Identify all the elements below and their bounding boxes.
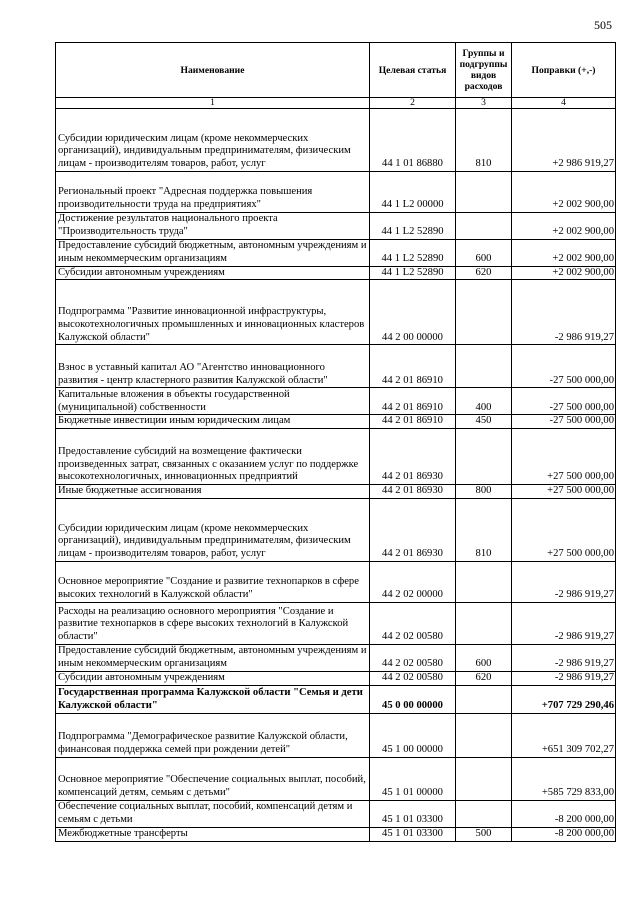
row-amount: +585 729 833,00 [512, 757, 616, 800]
row-code: 44 2 02 00580 [370, 602, 456, 644]
row-code: 44 2 01 86930 [370, 485, 456, 499]
row-name: Иные бюджетные ассигнования [56, 485, 370, 499]
header-name: Наименование [56, 43, 370, 98]
table-row [56, 644, 616, 671]
row-code: 44 2 01 86910 [370, 345, 456, 388]
row-name: Субсидии автономным учреждениям [56, 671, 370, 685]
row-code: 45 1 01 03300 [370, 827, 456, 841]
row-vr: 450 [456, 415, 512, 429]
row-vr [456, 602, 512, 644]
row-vr [456, 713, 512, 757]
row-vr [456, 800, 512, 827]
row-amount: +27 500 000,00 [512, 429, 616, 485]
table-row [56, 266, 616, 280]
row-name: Обеспечение социальных выплат, пособий, компенсаций детям и семьям с детьми [56, 800, 370, 827]
budget-table [55, 42, 616, 842]
row-name: Основное мероприятие "Создание и развитие технопарков в сфере высоких технологий в Калужской области" [56, 561, 370, 602]
row-amount: +651 309 702,27 [512, 713, 616, 757]
row-vr [456, 757, 512, 800]
column-number-row [56, 98, 616, 109]
row-amount: -27 500 000,00 [512, 415, 616, 429]
row-code: 44 1 01 86880 [370, 109, 456, 172]
row-amount: -2 986 919,27 [512, 671, 616, 685]
table-row [56, 685, 616, 713]
row-amount: -27 500 000,00 [512, 388, 616, 415]
table-row [56, 388, 616, 415]
table-row [56, 239, 616, 266]
row-amount: -8 200 000,00 [512, 800, 616, 827]
row-code: 44 2 01 86930 [370, 429, 456, 485]
row-vr [456, 280, 512, 345]
row-name: Подпрограмма "Демографическое развитие Калужской области, финансовая поддержка семей при рождении детей" [56, 713, 370, 757]
row-code: 44 2 00 00000 [370, 280, 456, 345]
row-vr: 620 [456, 266, 512, 280]
row-vr [456, 561, 512, 602]
table-row [56, 415, 616, 429]
row-amount: -2 986 919,27 [512, 602, 616, 644]
row-amount: +2 002 900,00 [512, 266, 616, 280]
table-row [56, 485, 616, 499]
row-amount: -2 986 919,27 [512, 561, 616, 602]
row-vr: 800 [456, 485, 512, 499]
row-name: Бюджетные инвестиции иным юридическим лицам [56, 415, 370, 429]
row-name: Расходы на реализацию основного мероприятия "Создание и развитие технопарков в сфере высоких технологий в Калужской области" [56, 602, 370, 644]
row-name: Предоставление субсидий бюджетным, автономным учреждениям и иным некоммерческим организациям [56, 239, 370, 266]
column-number: 1 [56, 98, 370, 109]
row-amount: +2 002 900,00 [512, 239, 616, 266]
row-vr: 400 [456, 388, 512, 415]
row-code: 44 1 L2 00000 [370, 172, 456, 213]
table-row [56, 800, 616, 827]
table-row [56, 713, 616, 757]
row-vr [456, 345, 512, 388]
row-code: 45 1 01 00000 [370, 757, 456, 800]
row-code: 44 2 02 00000 [370, 561, 456, 602]
table-row [56, 213, 616, 240]
header-row [56, 43, 616, 98]
row-code: 44 2 01 86930 [370, 498, 456, 561]
table-row [56, 172, 616, 213]
row-name: Подпрограмма "Развитие инновационной инфраструктуры, высокотехнологичных промышленных и инновационных кластеров Калужской области" [56, 280, 370, 345]
row-amount: +27 500 000,00 [512, 498, 616, 561]
row-name: Субсидии юридическим лицам (кроме некоммерческих организаций), индивидуальным предпринимателям, физическим лицам - производителям товаров, работ, услуг [56, 109, 370, 172]
column-number: 3 [456, 98, 512, 109]
row-amount: +2 002 900,00 [512, 213, 616, 240]
header-vr: Группы и подгруппы видов расходов [456, 43, 512, 98]
row-code: 44 2 02 00580 [370, 644, 456, 671]
row-code: 45 1 01 03300 [370, 800, 456, 827]
budget-table-container [55, 42, 615, 842]
row-vr: 810 [456, 109, 512, 172]
row-amount: +2 986 919,27 [512, 109, 616, 172]
row-amount: +27 500 000,00 [512, 485, 616, 499]
column-number: 4 [512, 98, 616, 109]
table-row [56, 757, 616, 800]
row-amount: -2 986 919,27 [512, 644, 616, 671]
table-row [56, 429, 616, 485]
row-vr: 600 [456, 239, 512, 266]
header-amount: Поправки (+,-) [512, 43, 616, 98]
column-number: 2 [370, 98, 456, 109]
table-row [56, 280, 616, 345]
row-name: Региональный проект "Адресная поддержка повышения производительности труда на предприятиях" [56, 172, 370, 213]
row-vr [456, 685, 512, 713]
row-amount: -8 200 000,00 [512, 827, 616, 841]
row-amount: +707 729 290,46 [512, 685, 616, 713]
row-code: 45 1 00 00000 [370, 713, 456, 757]
row-vr: 620 [456, 671, 512, 685]
table-row [56, 827, 616, 841]
row-code: 44 1 L2 52890 [370, 266, 456, 280]
page-number: 505 [594, 18, 612, 32]
row-amount: +2 002 900,00 [512, 172, 616, 213]
row-name: Предоставление субсидий на возмещение фактически произведенных затрат, связанных с оказанием услуг по поддержке высокотехнологичных, инновационных предприятий [56, 429, 370, 485]
row-amount: -2 986 919,27 [512, 280, 616, 345]
row-name: Субсидии автономным учреждениям [56, 266, 370, 280]
row-code: 44 2 01 86910 [370, 388, 456, 415]
table-row [56, 561, 616, 602]
row-vr [456, 172, 512, 213]
row-name: Предоставление субсидий бюджетным, автономным учреждениям и иным некоммерческим организациям [56, 644, 370, 671]
row-code: 44 1 L2 52890 [370, 239, 456, 266]
table-row [56, 671, 616, 685]
row-vr: 500 [456, 827, 512, 841]
table-row [56, 109, 616, 172]
row-name: Достижение результатов национального проекта "Производительность труда" [56, 213, 370, 240]
row-vr [456, 213, 512, 240]
row-code: 45 0 00 00000 [370, 685, 456, 713]
row-name: Государственная программа Калужской области "Семья и дети Калужской области" [56, 685, 370, 713]
header-code: Целевая статья [370, 43, 456, 98]
table-row [56, 498, 616, 561]
row-amount: -27 500 000,00 [512, 345, 616, 388]
table-row [56, 602, 616, 644]
row-code: 44 2 02 00580 [370, 671, 456, 685]
row-name: Межбюджетные трансферты [56, 827, 370, 841]
row-vr [456, 429, 512, 485]
row-vr: 810 [456, 498, 512, 561]
row-name: Капитальные вложения в объекты государственной (муниципальной) собственности [56, 388, 370, 415]
table-body [56, 109, 616, 842]
row-name: Взнос в уставный капитал АО "Агентство инновационного развития - центр кластерного развития Калужской области" [56, 345, 370, 388]
table-row [56, 345, 616, 388]
row-name: Основное мероприятие "Обеспечение социальных выплат, пособий, компенсаций детям, семьям с детьми" [56, 757, 370, 800]
row-name: Субсидии юридическим лицам (кроме некоммерческих организаций), индивидуальным предпринимателям, физическим лицам - производителям товаров, работ, услуг [56, 498, 370, 561]
row-code: 44 1 L2 52890 [370, 213, 456, 240]
row-code: 44 2 01 86910 [370, 415, 456, 429]
row-vr: 600 [456, 644, 512, 671]
